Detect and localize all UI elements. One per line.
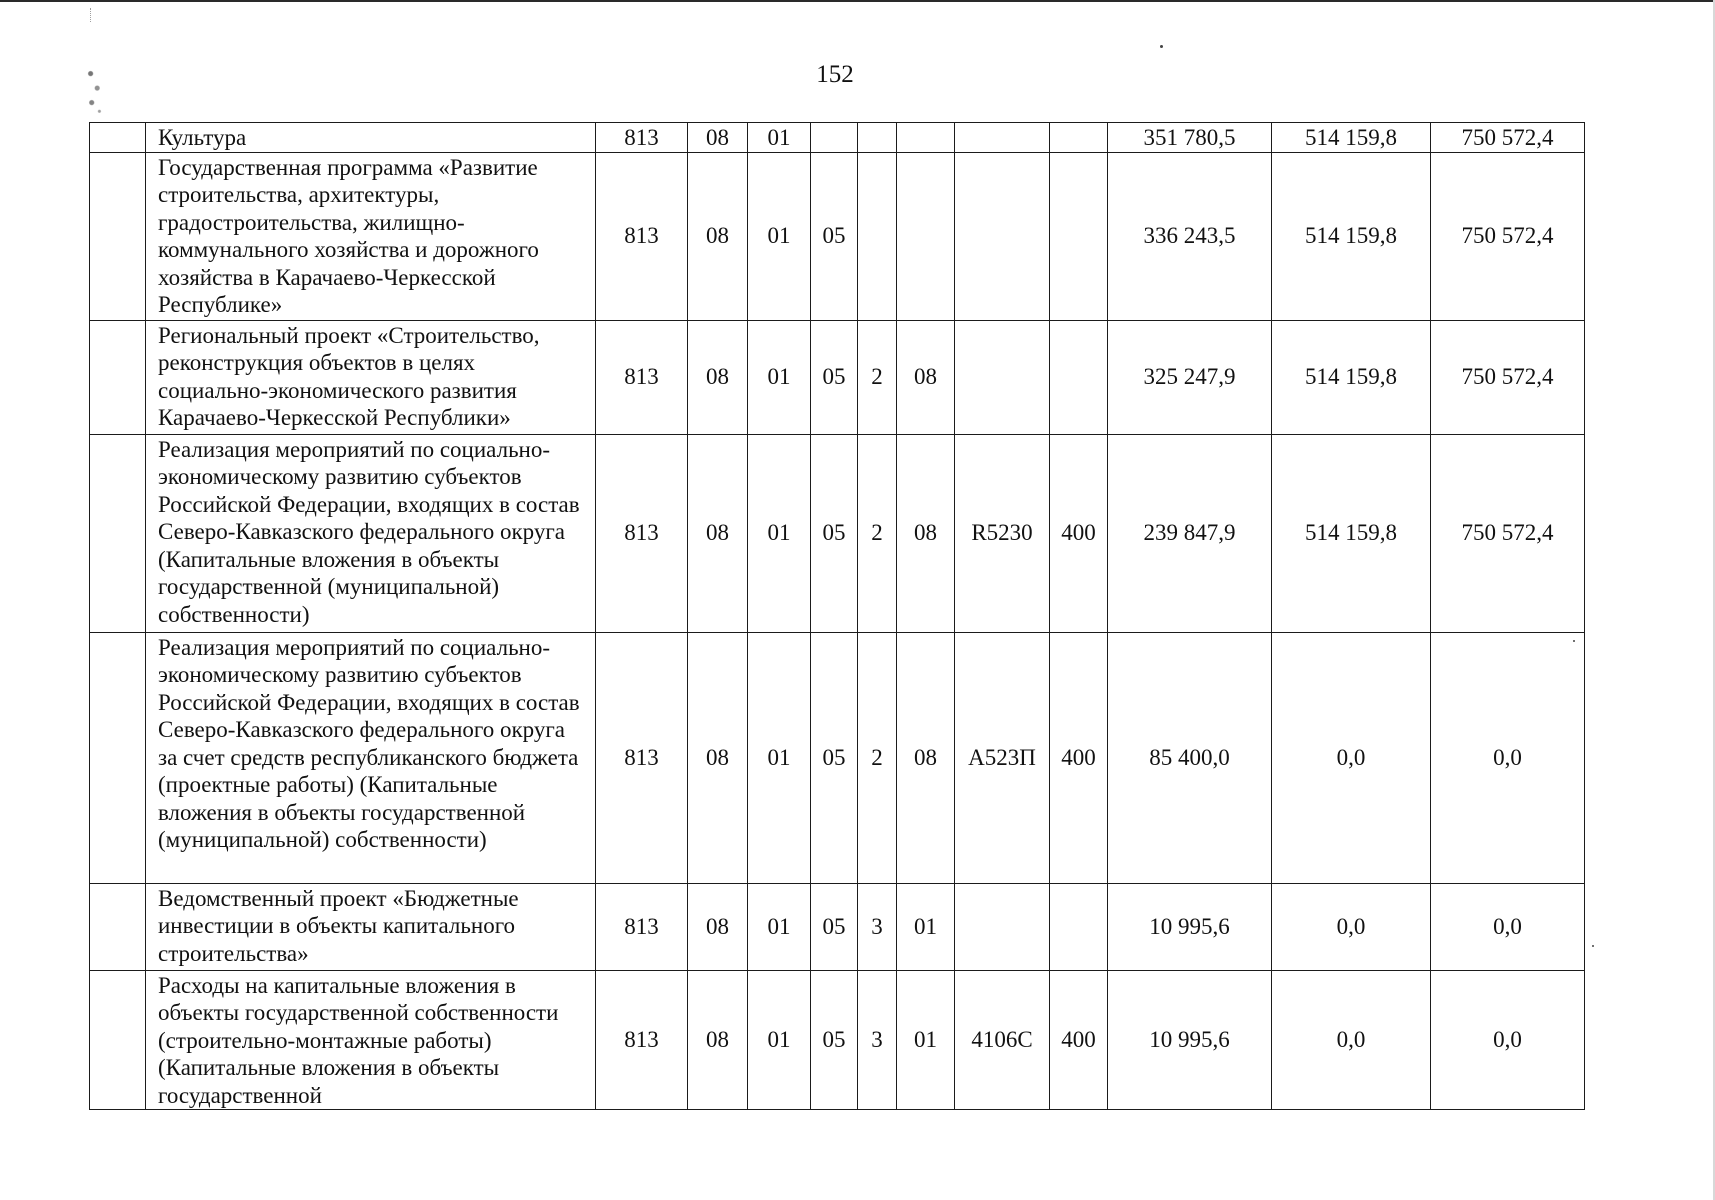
amount-year-1-cell: 10 995,6 [1108, 970, 1272, 1110]
subprogram-code-cell: 3 [858, 970, 897, 1110]
project-code-cell: 01 [897, 883, 955, 970]
project-code-cell: 08 [897, 632, 955, 883]
program-code-cell: 05 [811, 434, 858, 632]
amount-year-2-cell: 0,0 [1272, 632, 1431, 883]
subprogram-code-cell: 2 [858, 320, 897, 434]
program-code-cell: 05 [811, 970, 858, 1110]
section-code-cell: 08 [688, 123, 748, 153]
expense-type-cell [1050, 152, 1108, 320]
ved-code-cell: 813 [596, 970, 688, 1110]
section-code-cell: 08 [688, 632, 748, 883]
scan-artifact [90, 8, 99, 22]
amount-year-2-cell: 514 159,8 [1272, 320, 1431, 434]
section-code-cell: 08 [688, 320, 748, 434]
amount-year-1-cell: 239 847,9 [1108, 434, 1272, 632]
row-marker-cell [90, 883, 146, 970]
program-code-cell: 05 [811, 152, 858, 320]
project-code-cell: 01 [897, 970, 955, 1110]
expense-type-cell: 400 [1050, 632, 1108, 883]
subprogram-code-cell: 3 [858, 883, 897, 970]
amount-year-2-cell: 0,0 [1272, 970, 1431, 1110]
page-number: 152 [816, 61, 854, 88]
ved-code-cell: 813 [596, 152, 688, 320]
row-name-cell: Реализация мероприятий по социально-экономическому развитию субъектов Российской Федерации, входящих в состав Северо-Кавказского федерального округа (Капитальные вложения в объекты государственной (муниципальной) собственности) [146, 434, 596, 632]
row-marker-cell [90, 123, 146, 153]
direction-code-cell [955, 123, 1050, 153]
subprogram-code-cell: 2 [858, 632, 897, 883]
amount-year-2-cell: 514 159,8 [1272, 434, 1431, 632]
row-name-cell: Реализация мероприятий по социально-экономическому развитию субъектов Российской Федерации, входящих в состав Северо-Кавказского федерального округа за счет средств республиканского бюджета (проектные работы) (Капитальные вложения в объекты государственной (муниципальной) собственности) [146, 632, 596, 883]
amount-year-3-cell: 750 572,4 [1431, 320, 1585, 434]
subsection-code-cell: 01 [748, 434, 811, 632]
program-code-cell: 05 [811, 632, 858, 883]
amount-year-1-cell: 85 400,0 [1108, 632, 1272, 883]
amount-year-3-cell: 750 572,4 [1431, 123, 1585, 153]
table-row [90, 970, 1585, 1110]
table-row [90, 632, 1585, 883]
row-marker-cell [90, 632, 146, 883]
section-code-cell: 08 [688, 970, 748, 1110]
direction-code-cell [955, 320, 1050, 434]
subsection-code-cell: 01 [748, 883, 811, 970]
ved-code-cell: 813 [596, 434, 688, 632]
project-code-cell: 08 [897, 434, 955, 632]
row-marker-cell [90, 320, 146, 434]
ved-code-cell: 813 [596, 320, 688, 434]
program-code-cell [811, 123, 858, 153]
scan-speck [1160, 45, 1163, 48]
amount-year-2-cell: 514 159,8 [1272, 123, 1431, 153]
row-name-cell: Региональный проект «Строительство, реконструкция объектов в целях социально-экономического развития Карачаево-Черкесской Республики» [146, 320, 596, 434]
section-code-cell: 08 [688, 434, 748, 632]
table-row [90, 152, 1585, 320]
amount-year-1-cell: 325 247,9 [1108, 320, 1272, 434]
expense-type-cell: 400 [1050, 434, 1108, 632]
page-top-edge [0, 0, 1715, 2]
subsection-code-cell: 01 [748, 632, 811, 883]
table-row [90, 434, 1585, 632]
section-code-cell: 08 [688, 152, 748, 320]
expense-type-cell: 400 [1050, 970, 1108, 1110]
row-marker-cell [90, 152, 146, 320]
direction-code-cell [955, 152, 1050, 320]
table-row [90, 320, 1585, 434]
subsection-code-cell: 01 [748, 152, 811, 320]
table-row [90, 123, 1585, 153]
scan-speck [1592, 945, 1594, 947]
subsection-code-cell: 01 [748, 320, 811, 434]
project-code-cell [897, 152, 955, 320]
amount-year-1-cell: 351 780,5 [1108, 123, 1272, 153]
expense-type-cell [1050, 320, 1108, 434]
ved-code-cell: 813 [596, 123, 688, 153]
row-marker-cell [90, 970, 146, 1110]
program-code-cell: 05 [811, 320, 858, 434]
direction-code-cell: А523П [955, 632, 1050, 883]
project-code-cell [897, 123, 955, 153]
amount-year-2-cell: 0,0 [1272, 883, 1431, 970]
amount-year-3-cell: 750 572,4 [1431, 152, 1585, 320]
row-name-cell: Культура [146, 123, 596, 153]
subprogram-code-cell: 2 [858, 434, 897, 632]
row-name-cell: Расходы на капитальные вложения в объекты государственной собственности (строительно-монтажные работы) (Капитальные вложения в объекты государственной [146, 970, 596, 1110]
ved-code-cell: 813 [596, 632, 688, 883]
expense-type-cell [1050, 123, 1108, 153]
ved-code-cell: 813 [596, 883, 688, 970]
budget-table [89, 122, 1585, 1110]
subsection-code-cell: 01 [748, 970, 811, 1110]
row-marker-cell [90, 434, 146, 632]
amount-year-1-cell: 336 243,5 [1108, 152, 1272, 320]
amount-year-3-cell: 750 572,4 [1431, 434, 1585, 632]
amount-year-2-cell: 514 159,8 [1272, 152, 1431, 320]
amount-year-3-cell: 0,0 [1431, 883, 1585, 970]
project-code-cell: 08 [897, 320, 955, 434]
direction-code-cell: R5230 [955, 434, 1050, 632]
amount-year-3-cell: 0,0 [1431, 632, 1585, 883]
section-code-cell: 08 [688, 883, 748, 970]
row-name-cell: Ведомственный проект «Бюджетные инвестиции в объекты капитального строительства» [146, 883, 596, 970]
subprogram-code-cell [858, 152, 897, 320]
row-name-cell: Государственная программа «Развитие строительства, архитектуры, градостроительства, жилищно-коммунального хозяйства и дорожного хозяйства в Карачаево-Черкесской Республике» [146, 152, 596, 320]
amount-year-3-cell: 0,0 [1431, 970, 1585, 1110]
subprogram-code-cell [858, 123, 897, 153]
direction-code-cell: 4106С [955, 970, 1050, 1110]
subsection-code-cell: 01 [748, 123, 811, 153]
table-row [90, 883, 1585, 970]
program-code-cell: 05 [811, 883, 858, 970]
amount-year-1-cell: 10 995,6 [1108, 883, 1272, 970]
direction-code-cell [955, 883, 1050, 970]
expense-type-cell [1050, 883, 1108, 970]
